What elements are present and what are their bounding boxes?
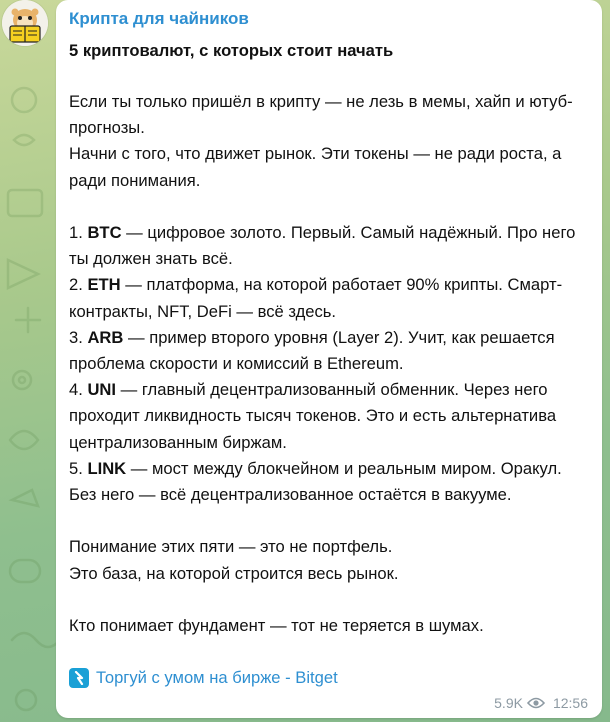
message-title: 5 криптовалют, с которых стоит начать xyxy=(69,41,394,60)
ticker: ETH xyxy=(87,275,121,295)
intro-line-2: Начни с того, что движет рынок. Эти токены — не ради роста, а ради понимания. xyxy=(69,144,562,190)
message-bubble xyxy=(56,0,602,718)
bitget-link-text[interactable]: Торгуй с умом на бирже - Bitget xyxy=(96,668,338,688)
channel-avatar[interactable] xyxy=(2,0,48,46)
channel-name[interactable]: Крипта для чайников xyxy=(69,9,249,28)
ticker: LINK xyxy=(87,458,127,478)
list-item: 4. UNI — главный децентрализованный обменник. Через него проходит ликвидность тысяч токенов. Это и есть альтернатива централизованным биржам. xyxy=(69,380,557,452)
closing-line: Кто понимает фундамент — тот не теряется в шумах. xyxy=(69,616,484,636)
hamster-reading-icon xyxy=(2,0,48,46)
eye-icon xyxy=(527,697,545,709)
outro-line-1: Понимание этих пяти — это не портфель. xyxy=(69,537,393,557)
message-meta xyxy=(494,695,588,711)
ticker: BTC xyxy=(87,223,122,242)
list-item: 1. BTC — цифровое золото. Первый. Самый надёжный. Про него ты должен знать всё. xyxy=(69,223,576,269)
message-time: 12:56 xyxy=(552,695,588,711)
bitget-logo-icon xyxy=(69,668,89,688)
bitget-link[interactable] xyxy=(69,665,588,691)
ticker: ARB xyxy=(87,327,124,347)
outro-line-2: Это база, на которой строится весь рынок. xyxy=(69,563,399,583)
intro-line-1: Если ты только пришёл в крипту — не лезь в мемы, хайп и ютуб-прогнозы. xyxy=(69,92,573,138)
message-text xyxy=(69,38,588,691)
ticker: UNI xyxy=(87,380,117,400)
view-count: 5.9K xyxy=(494,695,523,711)
list-item: 3. ARB — пример второго уровня (Layer 2). Учит, как решается проблема скорости и комиссий в Ethereum. xyxy=(69,327,555,374)
list-item: 2. ETH — платформа, на которой работает 90% крипты. Смарт-контракты, NFT, DeFi — всё здесь. xyxy=(69,275,563,321)
list-item: 5. LINK — мост между блокчейном и реальным миром. Оракул. Без него — всё децентрализованное остаётся в вакууме. xyxy=(69,458,562,505)
